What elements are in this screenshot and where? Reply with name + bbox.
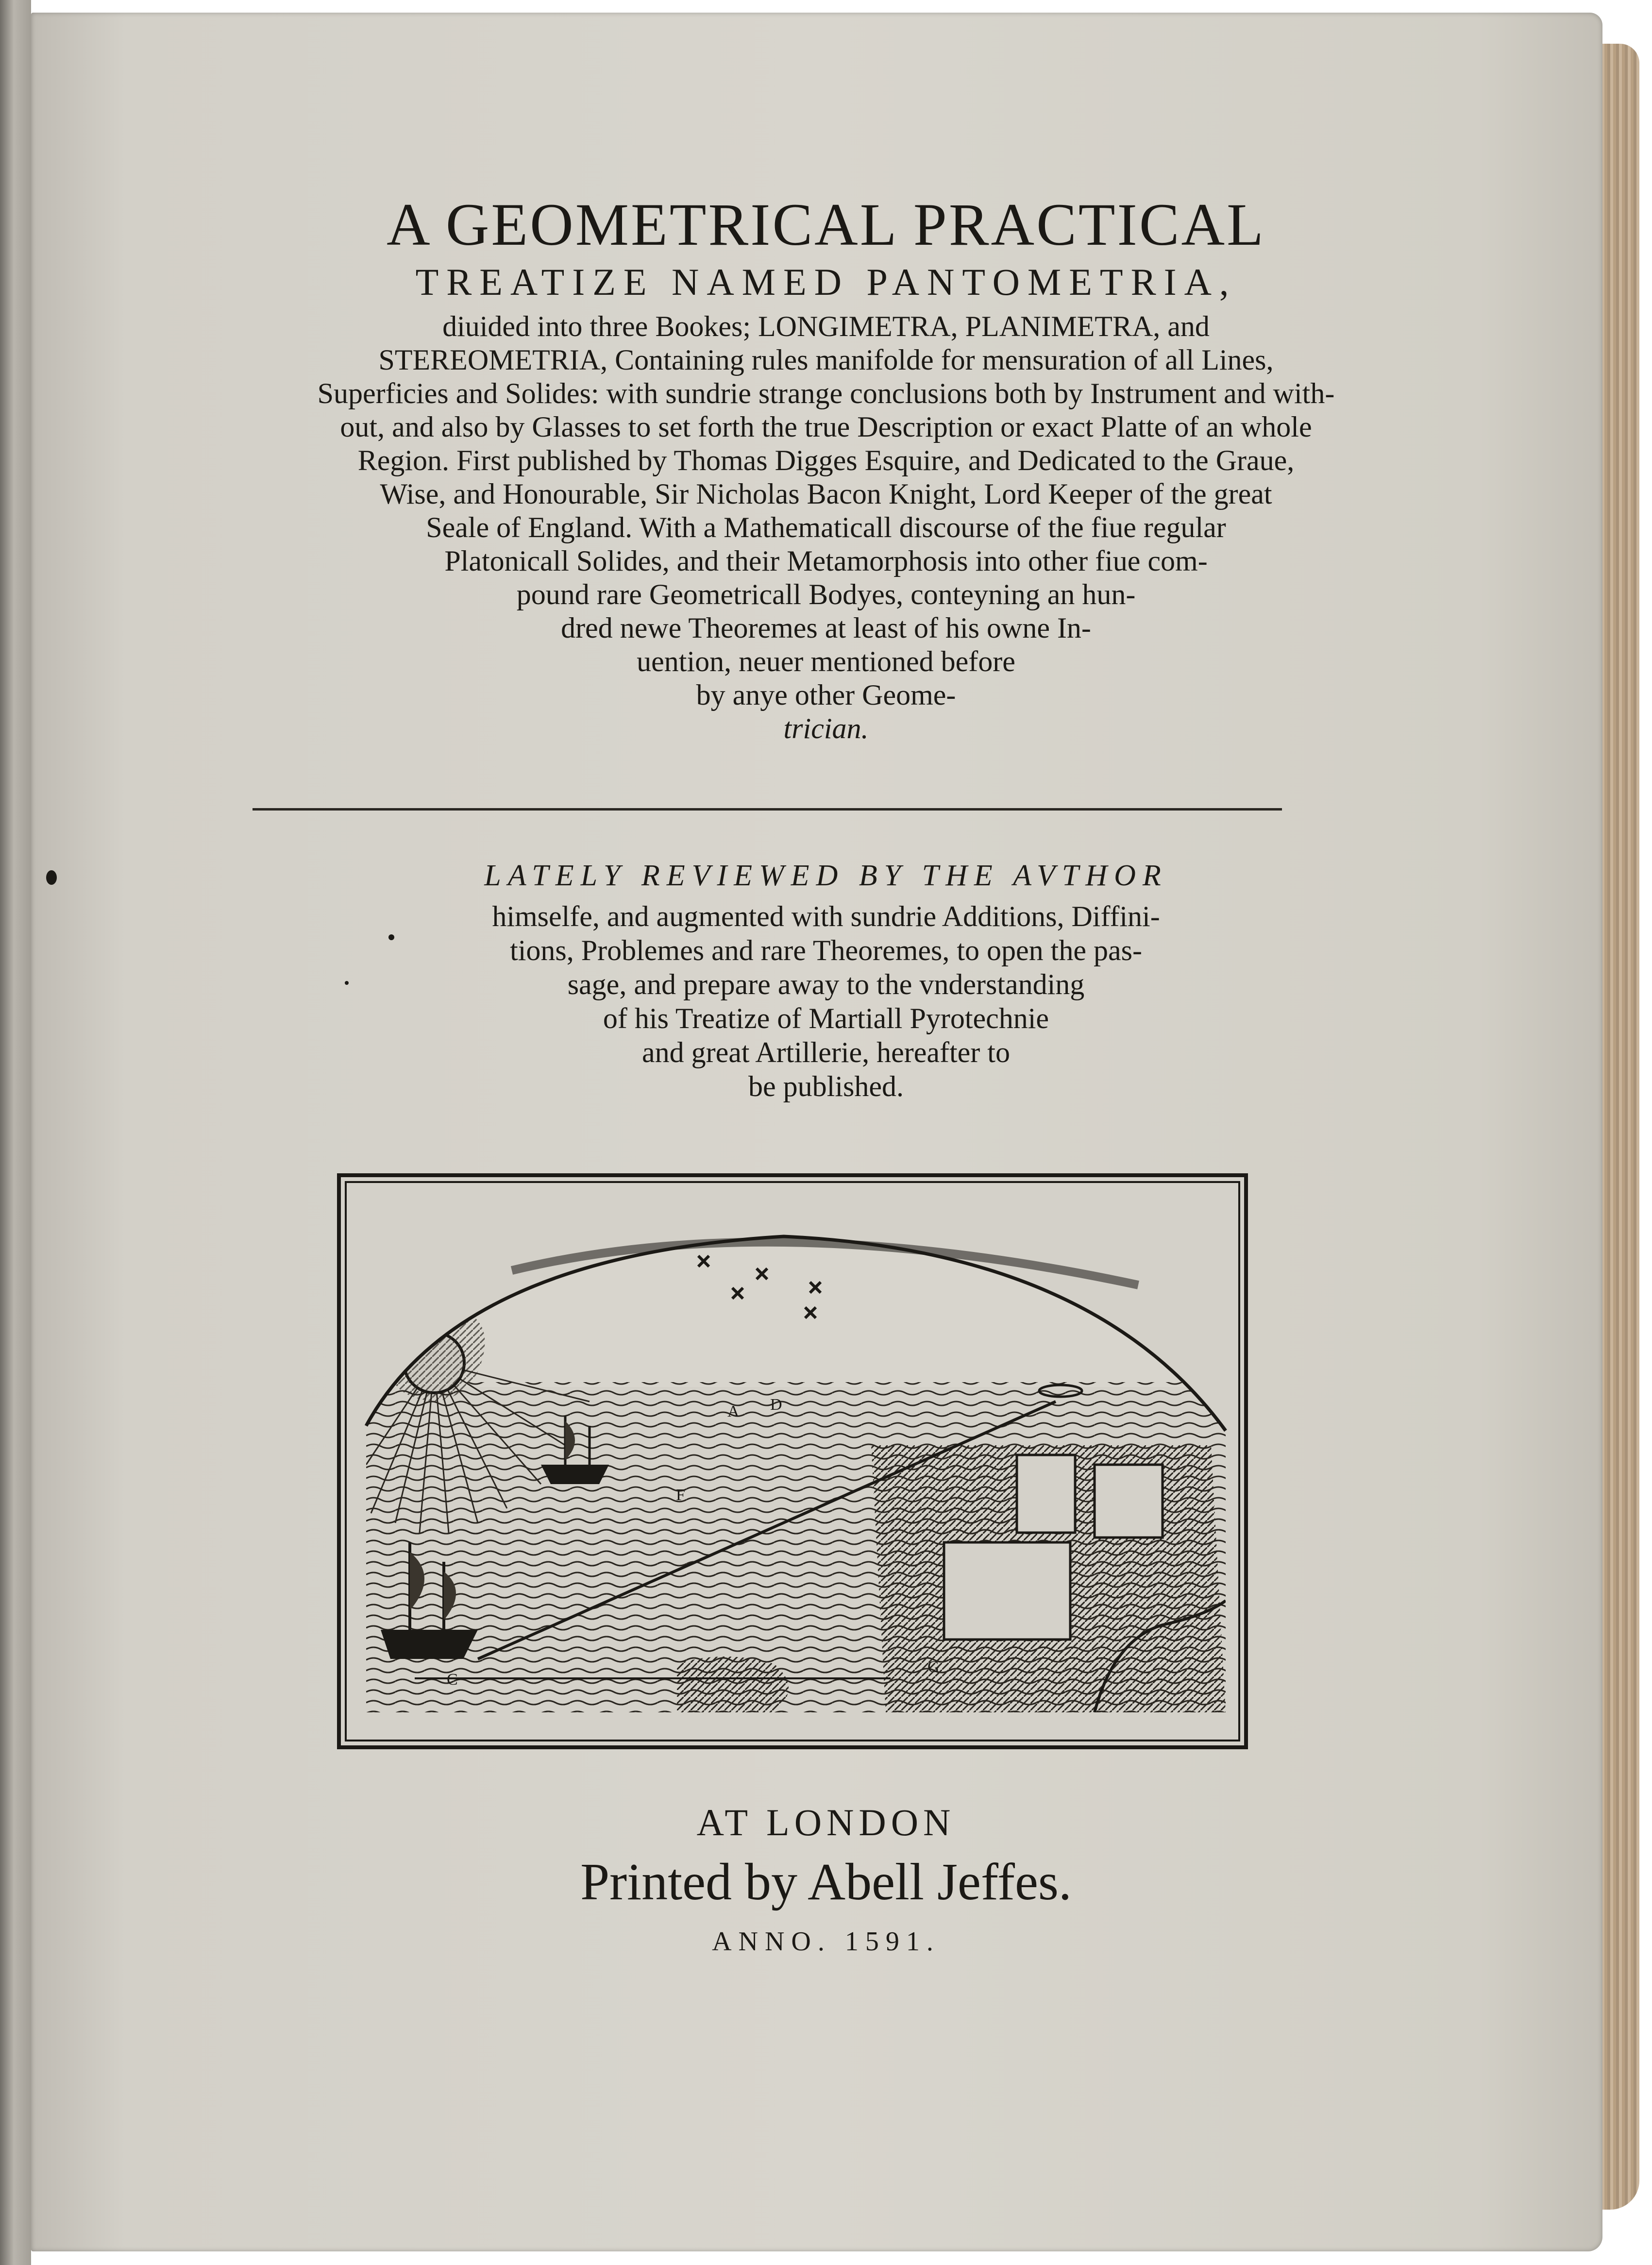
body-line: STEREOMETRIA, Containing rules manifolde for mensuration of all Lines, bbox=[378, 344, 1274, 376]
imprint-printer: Printed by Abell Jeffes. bbox=[580, 1853, 1072, 1911]
body-line: Wise, and Honourable, Sir Nicholas Bacon Knight, Lord Keeper of the great bbox=[380, 478, 1272, 510]
body-line: Region. First published by Thomas Digges Esquire, and Dedicated to the Graue, bbox=[357, 444, 1295, 476]
body-line: uention, neuer mentioned before bbox=[637, 645, 1015, 677]
body-line: trician. bbox=[783, 712, 869, 744]
imprint-place: AT LONDON bbox=[696, 1801, 956, 1843]
ink-spot bbox=[46, 870, 57, 885]
horizontal-rule bbox=[253, 808, 1282, 811]
woodcut-label-c: C bbox=[447, 1671, 458, 1689]
revised-line: and great Artillerie, hereafter to bbox=[642, 1036, 1010, 1068]
revised-line: himselfe, and augmented with sundrie Additions, Diffini- bbox=[492, 900, 1160, 932]
body-line: Platonicall Solides, and their Metamorphosis into other fiue com- bbox=[444, 545, 1208, 577]
woodcut-label-d: D bbox=[770, 1396, 782, 1414]
revised-line: tions, Problemes and rare Theoremes, to open the pas- bbox=[510, 934, 1142, 966]
revised-line: of his Treatize of Martiall Pyrotechnie bbox=[603, 1002, 1049, 1034]
body-line: Seale of England. With a Mathematicall discourse of the fiue regular bbox=[426, 511, 1226, 543]
woodcut-label-a: A bbox=[727, 1403, 740, 1420]
ink-spot bbox=[345, 981, 349, 985]
body-line: by anye other Geome- bbox=[696, 679, 956, 711]
woodcut-label-f: F bbox=[676, 1486, 685, 1504]
revised-heading: LATELY REVIEWED BY THE AVTHOR bbox=[484, 859, 1168, 892]
woodcut-label-g: G bbox=[927, 1658, 940, 1676]
revised-line: be published. bbox=[748, 1070, 904, 1102]
body-line: out, and also by Glasses to set forth the true Description or exact Platte of an whole bbox=[340, 411, 1312, 443]
title-line-1: A GEOMETRICAL PRACTICAL bbox=[387, 191, 1265, 258]
body-line: Superficies and Solides: with sundrie strange conclusions both by Instrument and with- bbox=[317, 377, 1335, 409]
revised-line: sage, and prepare away to the vnderstanding bbox=[567, 968, 1085, 1000]
woodcut-illustration bbox=[337, 1173, 1248, 1749]
body-line: pound rare Geometricall Bodyes, conteyning an hun- bbox=[516, 578, 1136, 610]
title-line-2: TREATIZE NAMED PANTOMETRIA, bbox=[415, 261, 1237, 303]
imprint-year: ANNO. 1591. bbox=[712, 1927, 940, 1957]
body-line: dred newe Theoremes at least of his owne In- bbox=[561, 612, 1091, 644]
body-line: diuided into three Bookes; LONGIMETRA, PLANIMETRA, and bbox=[442, 310, 1210, 342]
ink-spot bbox=[388, 934, 394, 940]
